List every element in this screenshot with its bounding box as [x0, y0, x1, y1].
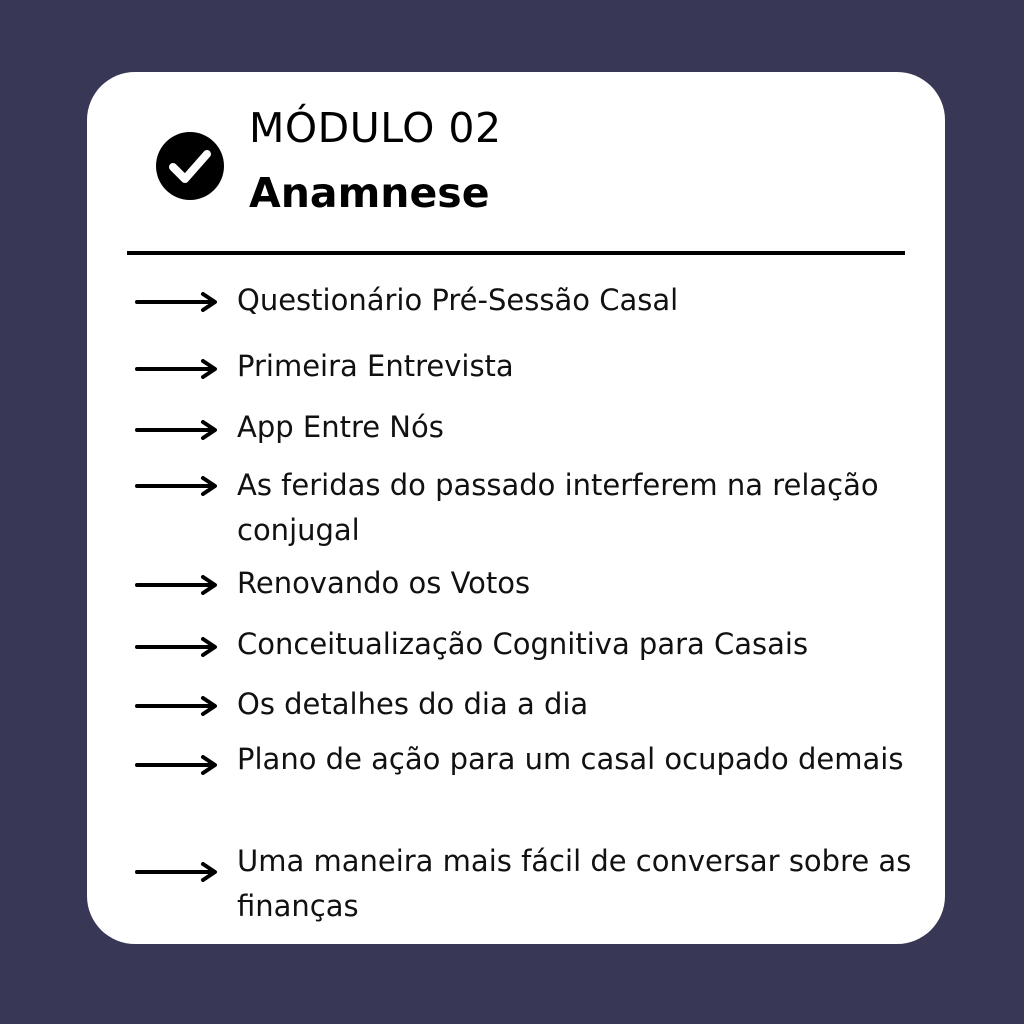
arrow-right-icon [135, 862, 219, 882]
arrow-right-icon [135, 292, 219, 312]
list-item-label: Os detalhes do dia a dia [237, 687, 589, 721]
arrow-right-icon [135, 755, 219, 775]
arrow-right-icon [135, 575, 219, 595]
module-number: MÓDULO 02 [249, 104, 502, 152]
module-card [87, 72, 945, 944]
divider [127, 251, 905, 255]
list-item-label: Primeira Entrevista [237, 349, 514, 383]
list-item-label: Plano de ação para um casal ocupado demais [237, 742, 904, 776]
arrow-right-icon [135, 420, 219, 440]
list-item-label: App Entre Nós [237, 410, 444, 444]
list-item-label: Renovando os Votos [237, 566, 531, 600]
check-circle-icon [156, 132, 224, 200]
list-item-label: Conceitualização Cognitiva para Casais [237, 627, 809, 661]
arrow-right-icon [135, 696, 219, 716]
arrow-right-icon [135, 476, 219, 496]
list-item-label: As feridas do passado interferem na relação conjugal [237, 468, 879, 547]
list-item-label: Questionário Pré-Sessão Casal [237, 283, 679, 317]
arrow-right-icon [135, 637, 219, 657]
module-title: Anamnese [249, 169, 490, 217]
arrow-right-icon [135, 359, 219, 379]
list-item-label: Uma maneira mais fácil de conversar sobre as finanças [237, 844, 912, 923]
